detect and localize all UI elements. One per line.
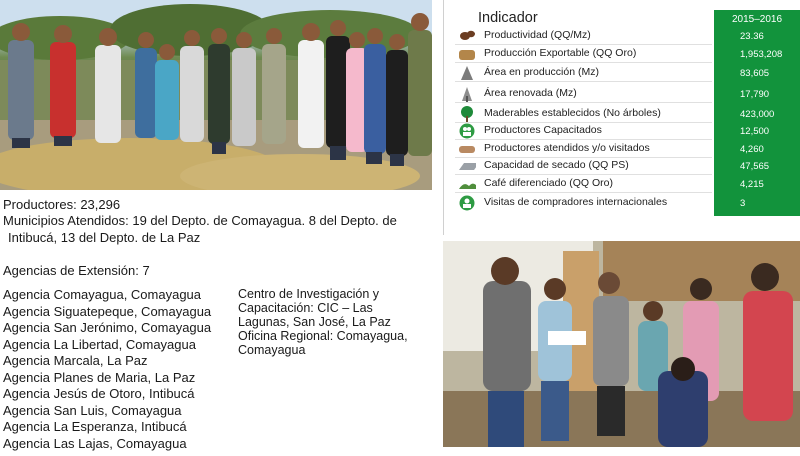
row-divider <box>455 157 712 158</box>
coffee-plant-icon <box>458 65 476 81</box>
tree-icon <box>458 106 476 122</box>
indicator-value: 23.36 <box>740 31 764 42</box>
agency-list <box>3 287 233 452</box>
column-divider <box>443 0 444 235</box>
indicator-label: Visitas de compradores internacionales <box>484 196 668 208</box>
indicator-label: Productividad (QQ/Mz) <box>484 29 591 41</box>
indicator-label: Área en producción (Mz) <box>484 66 599 78</box>
indicator-value: 4,260 <box>740 144 764 155</box>
indicator-value: 12,500 <box>740 126 770 137</box>
year-header: 2015–2016 <box>731 14 783 25</box>
row-divider <box>455 122 712 123</box>
agency-item: Agencia Planes de Maria, La Paz <box>3 369 196 385</box>
drying-patio-icon <box>458 158 476 174</box>
center-line: Oficina Regional: Comayagua, <box>238 329 408 343</box>
agency-item: Agencia San Jerónimo, Comayagua <box>3 320 212 335</box>
row-divider <box>455 62 712 63</box>
indicator-label: Capacidad de secado (QQ PS) <box>484 159 629 171</box>
row-divider <box>455 139 712 140</box>
agencias-count: Agencias de Extensión: 7 <box>3 263 150 278</box>
indicator-label: Área renovada (Mz) <box>484 87 577 99</box>
agency-item: Agencia La Libertad, Comayagua <box>3 336 196 352</box>
row-divider <box>455 44 712 45</box>
coffee-beans-icon <box>458 28 476 44</box>
agency-item: Agencia Jesús de Otoro, Intibucá <box>3 386 195 401</box>
row-divider <box>455 192 712 193</box>
indicator-label: Maderables establecidos (No árboles) <box>484 107 661 119</box>
municipios-line2: Intibucá, 13 del Depto. de La Paz <box>8 230 201 245</box>
row-divider <box>455 81 712 82</box>
sack-icon <box>458 46 476 62</box>
handshake-icon <box>458 141 476 157</box>
seedling-icon <box>458 86 476 102</box>
indicator-label: Producción Exportable (QQ Oro) <box>484 47 637 59</box>
agency-item: Agencia La Esperanza, Intibucá <box>3 419 187 434</box>
row-divider <box>455 102 712 103</box>
indicator-value: 47,565 <box>740 161 770 172</box>
buyers-visit-icon <box>458 195 476 211</box>
indicator-title: Indicador <box>478 10 538 26</box>
productores-count: Productores: 23,296 <box>3 197 121 212</box>
agency-item: Agencia Las Lajas, Comayagua <box>3 435 187 451</box>
agency-item: Agencia Comayagua, Comayagua <box>3 287 202 302</box>
indicator-value: 4,215 <box>740 179 764 190</box>
agency-item: Agencia Siguatepeque, Comayagua <box>3 303 212 319</box>
indicator-value: 3 <box>740 198 746 209</box>
agency-item: Agencia San Luis, Comayagua <box>3 402 182 418</box>
center-line: Capacitación: CIC – Las <box>238 301 373 315</box>
indicator-label: Productores atendidos y/o visitados <box>484 142 650 154</box>
center-line: Lagunas, San José, La Paz <box>238 315 391 329</box>
photo-training-session <box>443 241 800 447</box>
training-icon <box>458 123 476 139</box>
center-line: Centro de Investigación y <box>238 287 380 301</box>
indicator-value: 83,605 <box>740 68 770 79</box>
research-center-info <box>238 287 428 357</box>
row-divider <box>455 174 712 175</box>
indicator-value: 423,000 <box>740 109 775 120</box>
photo-coffee-producers-group <box>0 0 432 190</box>
indicator-label: Productores Capacitados <box>484 124 602 136</box>
indicator-value: 17,790 <box>740 89 770 100</box>
indicator-value: 1,953,208 <box>740 49 783 60</box>
farm-landscape-icon <box>458 176 476 192</box>
agency-item: Agencia Marcala, La Paz <box>3 353 148 368</box>
group-photo-illustration <box>0 0 432 190</box>
indicator-label: Café diferenciado (QQ Oro) <box>484 177 613 189</box>
center-line: Comayagua <box>238 343 306 357</box>
municipios-line1: Municipios Atendidos: 19 del Depto. de Comayagua. 8 del Depto. de <box>3 213 397 228</box>
training-photo-illustration <box>443 241 800 447</box>
